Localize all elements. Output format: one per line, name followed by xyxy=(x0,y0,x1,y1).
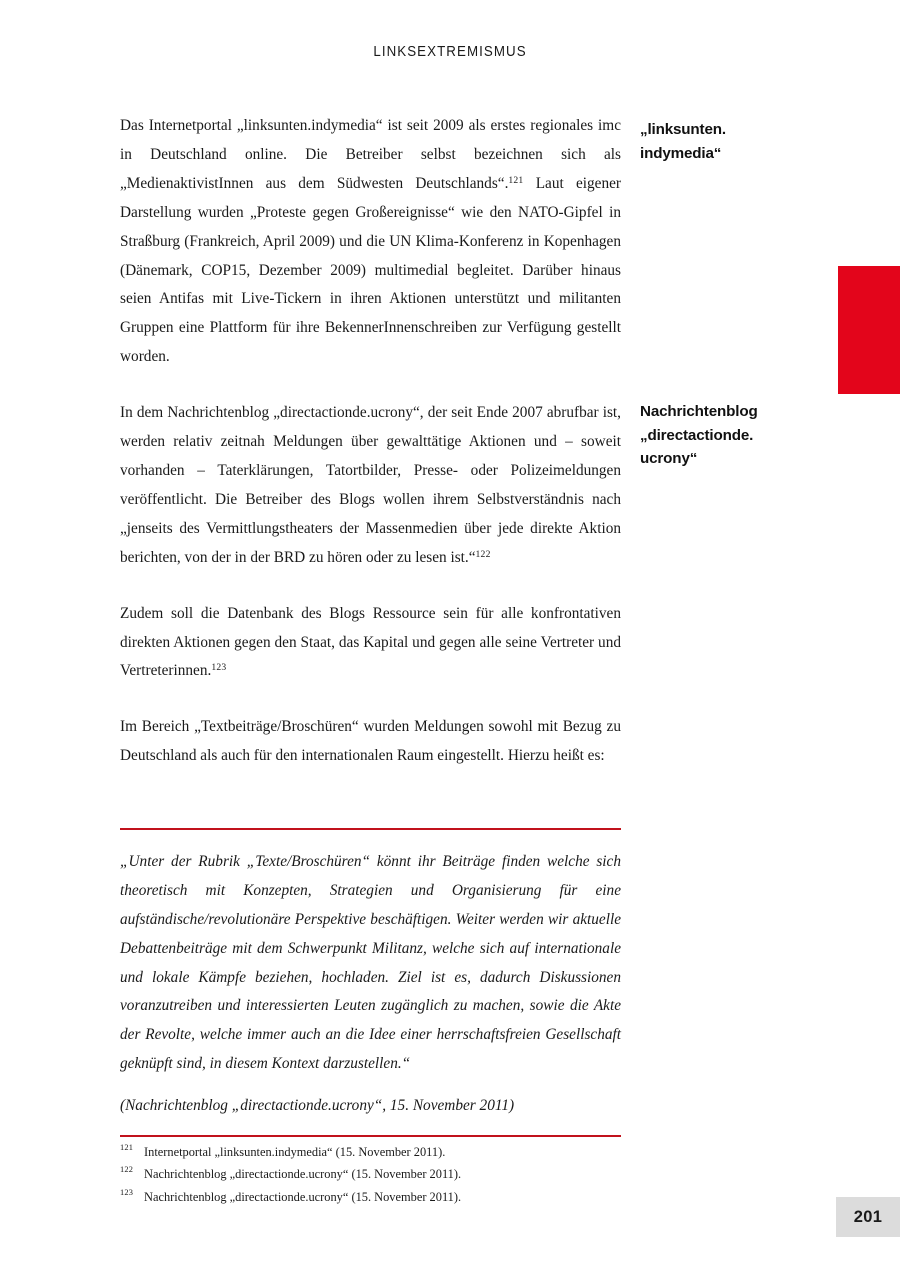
running-head: LINKSEXTREMISMUS xyxy=(373,44,527,60)
paragraph-text-continued: Laut eigener Darstellung wurden „Proteste gegen Großereignisse“ wie den NATO-Gipfel in Straßburg (Frankreich, April 2009) und die UN Klima-Konferenz in Kopenhagen (Dänemark, COP15, Dezember 2009) multimedial begleitet. Darüber hinaus seien Antifas mit Live-Tickern in ihren Aktionen unterstützt und militanten Gruppen eine Plattform für ihre BekennerInnenschreiben zur Verfügung gestellt worden. xyxy=(120,174,621,366)
margin-note-line: indymedia“ xyxy=(640,144,722,162)
footnote-number: 121 xyxy=(120,1143,134,1152)
paragraph-textbeitraege xyxy=(120,713,621,771)
footnote-reference-123[interactable]: 123 xyxy=(211,662,227,674)
paragraph-datenbank xyxy=(120,600,621,687)
folio-box xyxy=(836,1197,900,1237)
paragraph-directaction xyxy=(120,399,621,572)
footnote-text: Nachrichtenblog „directactionde.ucrony“ (15. November 2011). xyxy=(144,1167,462,1182)
footnote-number: 123 xyxy=(120,1187,134,1197)
footnote-number: 122 xyxy=(120,1165,134,1175)
chapter-thumb-tab xyxy=(838,266,900,394)
margin-note-line: „linksunten. xyxy=(640,121,726,138)
quote-rule-bottom xyxy=(120,1135,621,1137)
margin-note-linksunten xyxy=(640,118,810,165)
paragraph-text: Im Bereich „Textbeiträge/Broschüren“ wurden Meldungen sowohl mit Bezug zu Deutschland als auch für den internationalen Raum eingestellt. Hierzu heißt es: xyxy=(120,718,621,765)
footnote-text: Nachrichtenblog „directactionde.ucrony“ (15. November 2011). xyxy=(144,1189,462,1204)
margin-note-line: ucrony“ xyxy=(640,450,698,467)
pull-quote xyxy=(120,828,621,1137)
margin-note-directaction xyxy=(640,400,810,471)
footnote-list xyxy=(120,1141,640,1208)
footnote-item xyxy=(120,1186,640,1208)
paragraph-linksunten xyxy=(120,112,621,372)
quote-body: „Unter der Rubrik „Texte/Broschüren“ könnt ihr Beiträge finden welche sich theoretisch mit Konzepten, Strategien und Organisierung für eine aufständische/revolutionäre Perspektive beschäftigen. Weiter werden wir aktuelle Debattenbeiträge mit dem Schwerpunkt Militanz, welche sich auf internationale und lokale Kämpfe beziehen, hochladen. Ziel ist es, dadurch Diskussionen voranzutreiben und interessierten Leuten zugänglich zu machen, sowie die Akte der Revolte, welche immer auch an die Idee einer herrschaftsfreien Gesellschaft geknüpft sind, in diesem Kontext darzustellen.“ xyxy=(120,853,621,1072)
footnote-item xyxy=(120,1163,640,1185)
margin-note-line: „directactionde. xyxy=(640,426,754,444)
quote-source: (Nachrichtenblog „directactionde.ucrony“, 15. November 2011) xyxy=(120,1096,515,1114)
body-text-column xyxy=(120,112,621,771)
paragraph-text: Zudem soll die Datenbank des Blogs Ressource sein für alle konfrontativen direkten Aktionen gegen den Staat, das Kapital und gegen alle seine Vertreter und Vertreterinnen. xyxy=(120,604,621,680)
margin-note-line: Nachrichtenblog xyxy=(640,403,758,420)
paragraph-text: In dem Nachrichtenblog „directactionde.ucrony“, der seit Ende 2007 abrufbar ist, werden relativ zeitnah Meldungen über gewalttätige Aktionen und – soweit vorhanden – Taterklärungen, Tatortbilder, Presse- oder Polizeimeldungen veröffentlicht. Die Betreiber des Blogs wollen ihrem Selbstverständnis nach „jenseits des Vermittlungstheaters der Massenmedien über jede direkte Aktion berichten, von der in der BRD zu hören oder zu lesen ist.“ xyxy=(120,404,621,566)
footnote-reference-122[interactable]: 122 xyxy=(475,548,491,560)
page-number: 201 xyxy=(853,1207,883,1226)
footnote-reference-121[interactable]: 121 xyxy=(508,174,524,186)
footnote-text: Internetportal „linksunten.indymedia“ (15. November 2011). xyxy=(144,1145,446,1159)
footnote-item xyxy=(120,1141,640,1163)
paragraph-text: Das Internetportal „linksunten.indymedia“ ist seit 2009 als erstes regionales imc in Deutschland online. Die Betreiber selbst bezeichnen sich als „MedienaktivistInnen aus dem Südwesten Deutschlands“. xyxy=(120,117,621,192)
